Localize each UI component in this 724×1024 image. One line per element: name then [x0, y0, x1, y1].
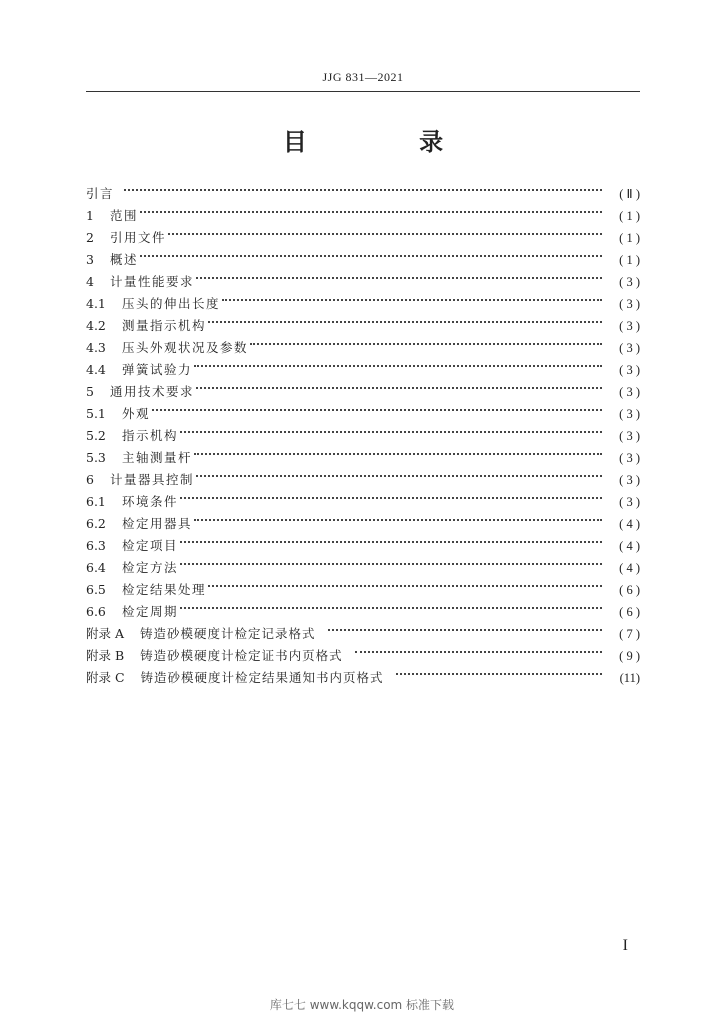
- toc-entry-number: 3: [86, 252, 94, 267]
- toc-dot-leader: [140, 198, 602, 220]
- toc-entry-number: 6.2: [86, 516, 106, 531]
- toc-entry-title: 概述: [110, 252, 139, 267]
- toc-dot-leader: [180, 594, 602, 616]
- toc-entry-title: 铸造砂模硬度计检定记录格式: [140, 626, 316, 641]
- toc-entry-title: 计量性能要求: [110, 274, 195, 289]
- toc-entry[interactable]: [86, 264, 640, 289]
- toc-entry-page: ( 9 ): [619, 649, 640, 663]
- toc-entry-number: 4.1: [86, 296, 106, 311]
- toc-entry-title: 通用技术要求: [110, 384, 195, 399]
- toc-entry-number: 2: [86, 230, 94, 245]
- toc-entry[interactable]: [86, 242, 640, 267]
- toc-dot-leader: [124, 176, 602, 198]
- toc-entry[interactable]: [86, 176, 640, 201]
- toc-entry-page: (11): [619, 671, 640, 685]
- toc-dot-leader: [180, 550, 602, 572]
- toc-entry[interactable]: [86, 396, 640, 421]
- toc-entry-page: ( 4 ): [619, 517, 640, 531]
- toc-entry-number: 6: [86, 472, 94, 487]
- toc-entry-number: 6.6: [86, 604, 106, 619]
- toc-entry-number: 4: [86, 274, 94, 289]
- toc-entry-page: ( 3 ): [619, 363, 640, 377]
- toc-entry-title: 检定方法: [122, 560, 179, 575]
- toc-entry-page: ( 3 ): [619, 407, 640, 421]
- toc-entry-title: 检定结果处理: [122, 582, 207, 597]
- toc-entry-number: 4.3: [86, 340, 106, 355]
- toc-entry-page: ( 3 ): [619, 319, 640, 333]
- page-number: I: [622, 937, 628, 954]
- table-of-contents: [86, 176, 640, 685]
- toc-dot-leader: [208, 308, 602, 330]
- toc-entry-title: 检定项目: [122, 538, 179, 553]
- toc-entry-title: 主轴测量杆: [122, 450, 193, 465]
- toc-entry-page: ( 6 ): [619, 605, 640, 619]
- toc-entry-page: ( 3 ): [619, 451, 640, 465]
- toc-entry[interactable]: [86, 198, 640, 223]
- toc-entry-number: 6.3: [86, 538, 106, 553]
- toc-entry-page: ( 3 ): [619, 297, 640, 311]
- toc-entry-page: ( 3 ): [619, 495, 640, 509]
- toc-dot-leader: [196, 374, 602, 396]
- page-title: 目 录: [282, 128, 496, 156]
- toc-entry-page: ( 4 ): [619, 561, 640, 575]
- toc-dot-leader: [180, 484, 602, 506]
- toc-entry-number: 4.2: [86, 318, 106, 333]
- toc-entry-number: 6.4: [86, 560, 106, 575]
- toc-entry-number: 5.2: [86, 428, 106, 443]
- toc-entry-page: ( 1 ): [619, 209, 640, 223]
- toc-dot-leader: [180, 418, 602, 440]
- toc-entry-page: ( Ⅱ ): [619, 187, 640, 201]
- toc-entry-title: 弹簧试验力: [122, 362, 193, 377]
- toc-entry[interactable]: [86, 418, 640, 443]
- toc-dot-leader: [328, 616, 602, 638]
- toc-entry-number: 5: [86, 384, 94, 399]
- watermark: 库七七 www.kqqw.com 标准下载: [269, 998, 455, 1012]
- toc-entry-title: 指示机构: [122, 428, 179, 443]
- toc-dot-leader: [196, 264, 602, 286]
- toc-dot-leader: [194, 352, 602, 374]
- toc-entry-title: 计量器具控制: [110, 472, 195, 487]
- toc-entry-page: ( 3 ): [619, 473, 640, 487]
- toc-dot-leader: [140, 242, 602, 264]
- toc-dot-leader: [396, 660, 602, 682]
- toc-entry-title: 铸造砂模硬度计检定结果通知书内页格式: [140, 670, 384, 685]
- toc-dot-leader: [180, 528, 602, 550]
- toc-entry-number: 6.1: [86, 494, 106, 509]
- toc-dot-leader: [208, 572, 602, 594]
- toc-dot-leader: [168, 220, 602, 242]
- toc-dot-leader: [194, 506, 602, 528]
- toc-entry-page: ( 1 ): [619, 253, 640, 267]
- toc-entry-page: ( 3 ): [619, 429, 640, 443]
- header-rule: [86, 91, 640, 92]
- toc-entry-title: 压头的伸出长度: [122, 296, 221, 311]
- toc-dot-leader: [194, 440, 602, 462]
- toc-entry-number: 附录 A: [86, 626, 125, 641]
- toc-entry-number: 4.4: [86, 362, 106, 377]
- toc-entry-title: 压头外观状况及参数: [122, 340, 249, 355]
- toc-dot-leader: [152, 396, 602, 418]
- toc-entry-page: ( 3 ): [619, 385, 640, 399]
- toc-entry-title: 引用文件: [110, 230, 167, 245]
- toc-dot-leader: [355, 638, 602, 660]
- toc-entry-number: 5.3: [86, 450, 106, 465]
- toc-entry[interactable]: [86, 220, 640, 245]
- toc-entry-page: ( 6 ): [619, 583, 640, 597]
- toc-entry-page: ( 1 ): [619, 231, 640, 245]
- toc-entry-title: 检定周期: [122, 604, 179, 619]
- toc-entry-number: 6.5: [86, 582, 106, 597]
- toc-entry-page: ( 4 ): [619, 539, 640, 553]
- toc-entry-page: ( 7 ): [619, 627, 640, 641]
- toc-entry-title: 引言: [86, 186, 115, 201]
- toc-dot-leader: [250, 330, 602, 352]
- toc-entry-title: 测量指示机构: [122, 318, 207, 333]
- toc-entry-page: ( 3 ): [619, 341, 640, 355]
- toc-entry-number: 5.1: [86, 406, 106, 421]
- document-code-header: JJG 831—2021: [322, 70, 404, 84]
- toc-entry-number: 附录 B: [86, 648, 125, 663]
- toc-entry-title: 铸造砂模硬度计检定证书内页格式: [140, 648, 343, 663]
- toc-entry-number: 附录 C: [86, 670, 125, 685]
- toc-entry-title: 范围: [110, 208, 139, 223]
- toc-entry-title: 环境条件: [122, 494, 179, 509]
- toc-entry-number: 1: [86, 208, 94, 223]
- toc-entry-title: 检定用器具: [122, 516, 193, 531]
- toc-entry-page: ( 3 ): [619, 275, 640, 289]
- toc-entry-title: 外观: [122, 406, 151, 421]
- toc-dot-leader: [222, 286, 602, 308]
- toc-dot-leader: [196, 462, 602, 484]
